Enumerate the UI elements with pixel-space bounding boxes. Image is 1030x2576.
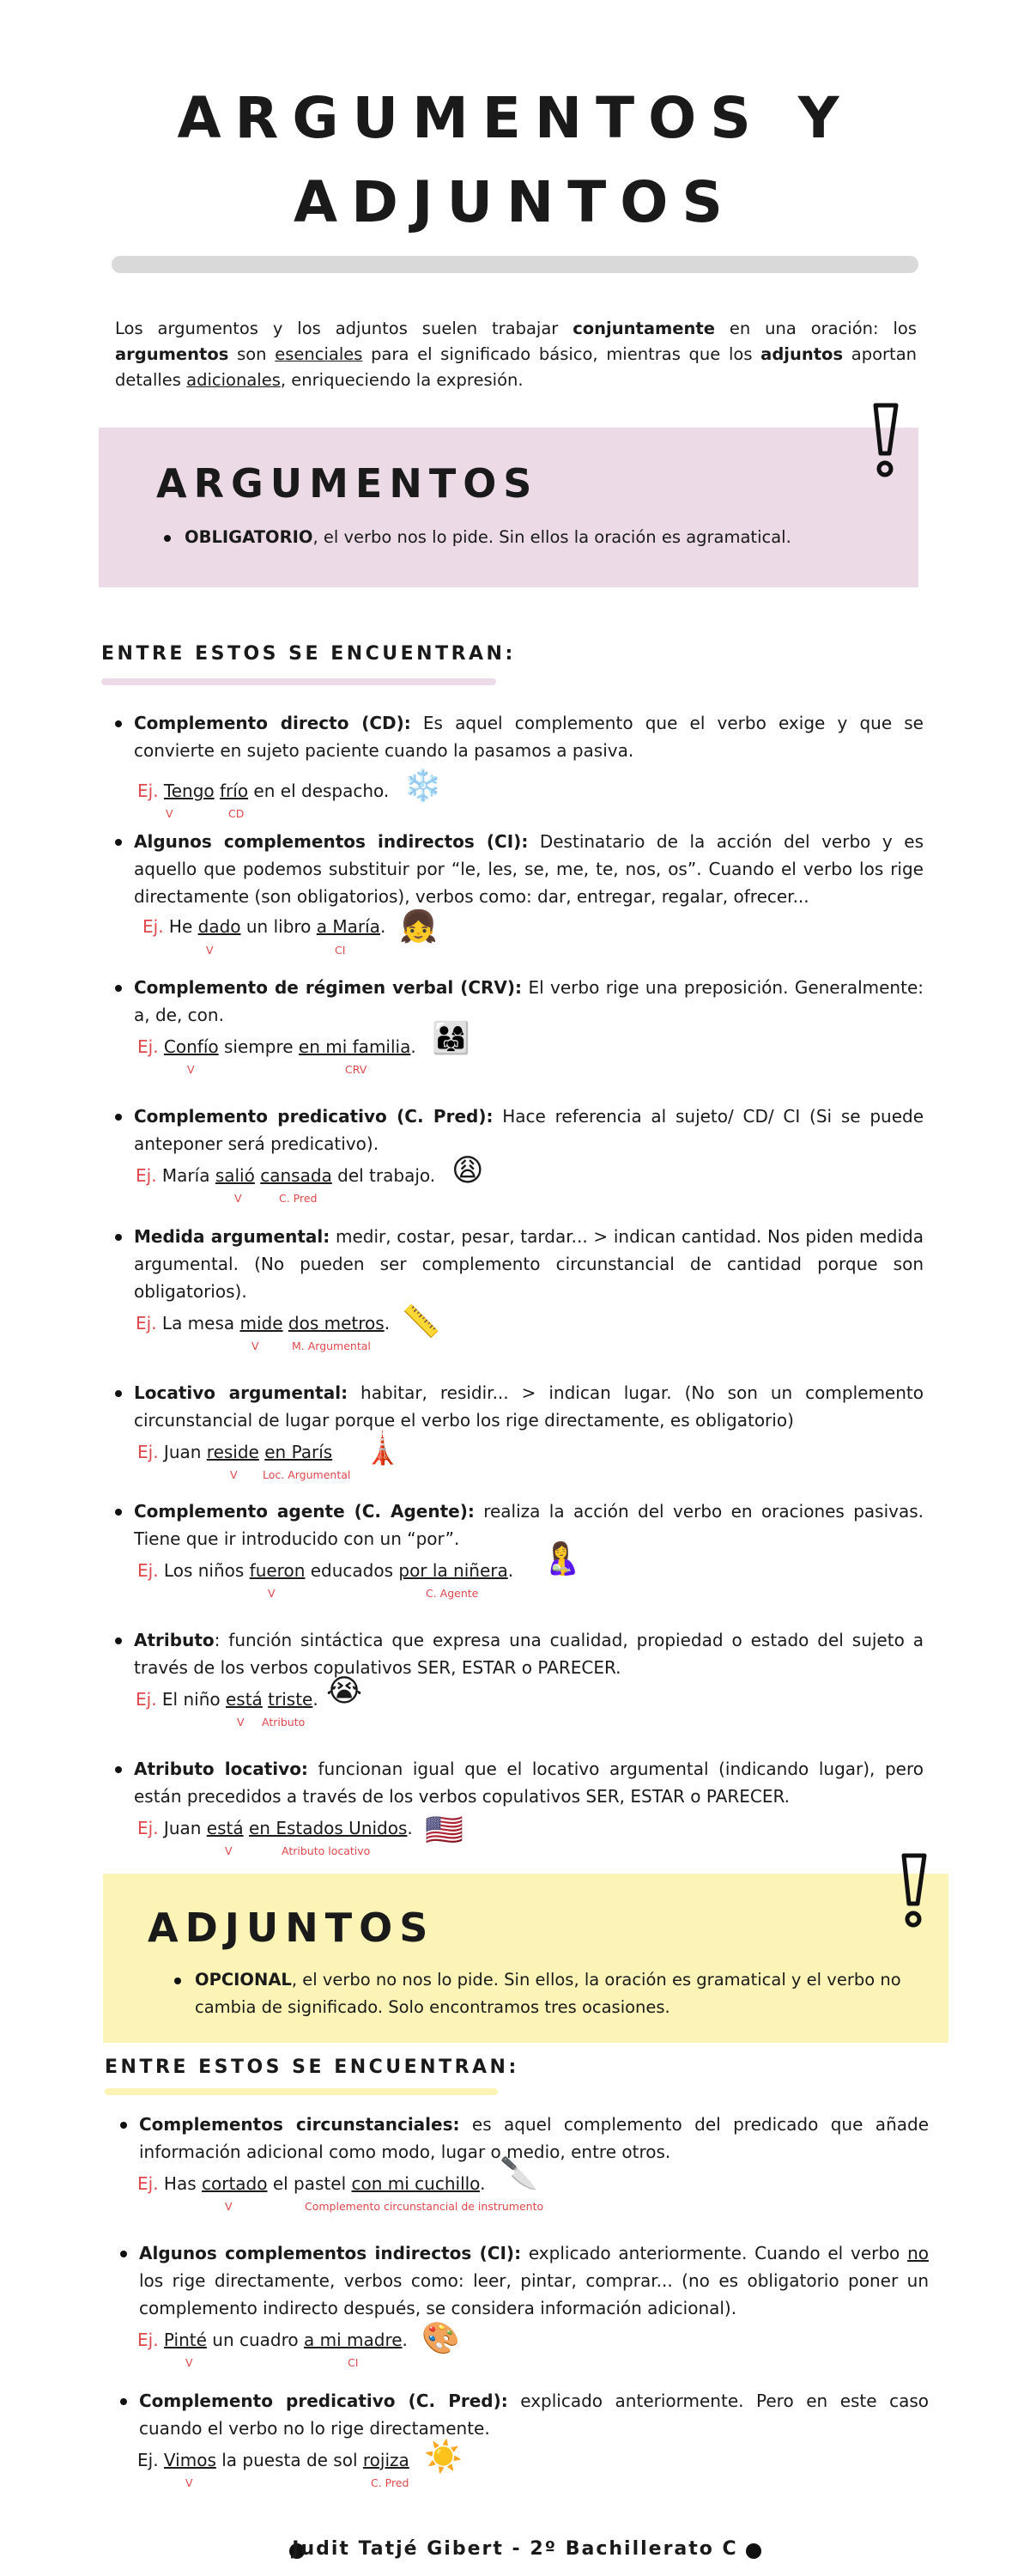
flag-icon: 🇺🇸 bbox=[425, 1813, 464, 1848]
list-item bbox=[134, 1103, 924, 1157]
bullet-dot bbox=[115, 1766, 122, 1773]
example-complement: en mi familia bbox=[298, 1036, 411, 1057]
argumentos-definition: OBLIGATORIO, el verbo nos lo pide. Sin ellos la oración es agramatical. bbox=[185, 524, 897, 551]
example-marker: Ej. bbox=[137, 2330, 159, 2350]
example-complement: rojiza bbox=[362, 2450, 409, 2470]
intro-paragraph: Los argumentos y los adjuntos suelen trabajar conjuntamente en una oración: los argumentos son esenciales para el significado básico, mientras que los adjuntos aportan detalles adicionales, enriqueciendo la expresión. bbox=[115, 319, 917, 390]
bullet-dot bbox=[115, 1509, 122, 1516]
example-complement: en París bbox=[264, 1442, 333, 1462]
example-verb: está bbox=[206, 1818, 244, 1838]
item-description: Es aquel complemento que el verbo exige y que se convierte en sujeto paciente cuando la pasamos a pasiva. bbox=[134, 713, 924, 761]
list-item bbox=[134, 1223, 924, 1305]
item-term: Complemento de régimen verbal (CRV): bbox=[134, 977, 523, 998]
verb-label: V bbox=[206, 944, 214, 957]
example-complement: en Estados Unidos bbox=[248, 1818, 408, 1838]
function-label: C. Pred bbox=[371, 2476, 409, 2489]
verb-label: V bbox=[225, 2200, 233, 2213]
verb-label: V bbox=[187, 1063, 195, 1076]
example-sentence: Ej. La mesa mide dos metros. bbox=[136, 1313, 391, 1334]
sun-icon: ☀️ bbox=[424, 2439, 463, 2475]
bullet-dot bbox=[120, 2398, 127, 2405]
example-marker: Ej. bbox=[137, 2450, 159, 2470]
item-term: Algunos complementos indirectos (CI): bbox=[134, 831, 529, 852]
page-title-line2: ADJUNTOS bbox=[294, 169, 736, 235]
item-term: Complemento predicativo (C. Pred): bbox=[139, 2391, 508, 2411]
example-sentence: Ej. Confío siempre en mi familia. bbox=[137, 1036, 416, 1057]
example-marker: Ej. bbox=[137, 1818, 159, 1838]
footer-dot bbox=[746, 2543, 761, 2559]
verb-label: V bbox=[225, 1844, 233, 1857]
function-label: CD bbox=[228, 807, 245, 820]
knife-icon: 🔪 bbox=[500, 2156, 538, 2191]
item-term: Complemento predicativo (C. Pred): bbox=[134, 1106, 494, 1127]
girl-icon: 👧 bbox=[399, 909, 438, 945]
list-item bbox=[134, 1498, 924, 1552]
eiffel-icon: 🗼 bbox=[363, 1431, 402, 1467]
verb-label: V bbox=[185, 2356, 193, 2369]
example-sentence: Ej. Los niños fueron educados por la niñera. bbox=[137, 1560, 514, 1581]
item-description: El verbo rige una preposición. Generalmente: a, de, con. bbox=[134, 977, 924, 1025]
palette-icon: 🎨 bbox=[421, 2321, 460, 2356]
example-complement: por la niñera bbox=[398, 1560, 508, 1581]
example-verb: Vimos bbox=[163, 2450, 216, 2470]
example-verb: Confío bbox=[163, 1036, 219, 1057]
item-term: Atributo locativo: bbox=[134, 1759, 308, 1779]
heading-underline bbox=[105, 2088, 498, 2095]
bullet-dot bbox=[115, 839, 122, 846]
function-label: CRV bbox=[345, 1063, 367, 1076]
example-verb: fueron bbox=[249, 1560, 306, 1581]
verb-label: V bbox=[185, 2476, 193, 2489]
example-complement: a María bbox=[316, 916, 380, 937]
bullet-dot bbox=[115, 985, 122, 992]
example-verb: está bbox=[225, 1689, 263, 1710]
item-term: Complemento agente (C. Agente): bbox=[134, 1501, 475, 1522]
list-item bbox=[139, 2239, 929, 2322]
example-sentence: Ej. Pinté un cuadro a mi madre. bbox=[137, 2330, 408, 2350]
list-item bbox=[134, 828, 924, 910]
adjuntos-definition: OPCIONAL, el verbo no nos lo pide. Sin ellos, la oración es gramatical y el verbo no cambia de significado. Solo encontramos tres ocasiones. bbox=[195, 1966, 916, 2021]
example-complement: con mi cuchillo bbox=[351, 2173, 481, 2194]
example-sentence: Ej. El niño está triste. bbox=[136, 1689, 318, 1710]
bullet-dot bbox=[120, 2251, 127, 2257]
item-term: Locativo argumental: bbox=[134, 1382, 348, 1403]
example-marker: Ej. bbox=[137, 1036, 159, 1057]
item-description: explicado anteriormente. Pero en este caso cuando el verbo no lo rige directamente. bbox=[139, 2391, 929, 2439]
example-marker: Ej. bbox=[137, 781, 159, 801]
item-description: realiza la acción del verbo en oraciones pasivas. Tiene que ir introducido con un “por”. bbox=[134, 1501, 924, 1549]
item-description: : función sintáctica que expresa una cualidad, propiedad o estado del sujeto a través de los verbos copulativos SER, ESTAR o PARECER. bbox=[134, 1630, 924, 1678]
example-complement: frío bbox=[220, 781, 249, 801]
example-verb: dado bbox=[197, 916, 241, 937]
item-term: Atributo bbox=[134, 1630, 215, 1650]
adjuntos-title: ADJUNTOS bbox=[148, 1905, 435, 1951]
example-marker: Ej. bbox=[137, 1560, 159, 1581]
bullet-dot bbox=[115, 1637, 122, 1644]
example-marker: Ej. bbox=[137, 1442, 159, 1462]
item-description: Hace referencia al sujeto/ CD/ CI (Si se puede anteponer será predicativo). bbox=[134, 1106, 924, 1154]
verb-label: V bbox=[268, 1587, 276, 1600]
function-label: C. Agente bbox=[426, 1587, 479, 1600]
tired-icon: 😩 bbox=[451, 1153, 484, 1188]
ruler-icon: 📏 bbox=[402, 1304, 440, 1340]
item-term: Complemento directo (CD): bbox=[134, 713, 411, 733]
item-description: medir, costar, pesar, tardar... > indican cantidad. Nos piden medida argumental. (No pueden ser complemento circunstancial de cantidad porque son obligatorios). bbox=[134, 1226, 924, 1302]
function-label: Atributo locativo bbox=[282, 1844, 371, 1857]
example-sentence: Ej. Has cortado el pastel con mi cuchillo. bbox=[137, 2173, 486, 2194]
function-label: Complemento circunstancial de instrumento bbox=[305, 2200, 544, 2213]
example-complement: triste bbox=[268, 1689, 313, 1710]
function-label: Atributo bbox=[262, 1716, 306, 1728]
example-verb: Pinté bbox=[163, 2330, 207, 2350]
snowflake-icon: ❄️ bbox=[403, 769, 442, 804]
function-label: CI bbox=[335, 944, 346, 957]
item-description: explicado anteriormente. Cuando el verbo bbox=[521, 2243, 908, 2263]
list-item bbox=[134, 1379, 924, 1434]
verb-label: V bbox=[230, 1468, 238, 1481]
title-divider bbox=[112, 256, 918, 273]
function-label: CI bbox=[348, 2356, 359, 2369]
example-sentence: Ej. Juan reside en París bbox=[137, 1442, 333, 1462]
argumentos-title: ARGUMENTOS bbox=[156, 460, 539, 507]
adjuntos-box bbox=[103, 1874, 948, 2043]
bullet-dot bbox=[115, 1390, 122, 1397]
verb-label: V bbox=[237, 1716, 245, 1728]
bullet-dot bbox=[120, 2122, 127, 2129]
item-description-underlined: no bbox=[907, 2243, 929, 2263]
example-marker: Ej. bbox=[137, 2173, 159, 2194]
page-title-line1: ARGUMENTOS Y bbox=[177, 85, 853, 151]
example-complement: dos metros bbox=[288, 1313, 385, 1334]
example-marker: Ej. bbox=[136, 1313, 157, 1334]
heading-underline bbox=[101, 678, 496, 685]
exclamation-icon bbox=[869, 402, 903, 479]
example-sentence: Ej. Vimos la puesta de sol rojiza bbox=[137, 2450, 409, 2470]
item-term: Complementos circunstanciales: bbox=[139, 2114, 460, 2135]
item-description: Destinatario de la acción del verbo y es aquello que podemos substituir por “le, les, se, me, te, nos, os”. Cuando el verbo los rige directamente (son obligatorios), verbos como: dar, entregar, regalar, ofrecer... bbox=[134, 831, 924, 907]
example-complement: a mi madre bbox=[304, 2330, 403, 2350]
verb-label: V bbox=[234, 1192, 242, 1205]
crying-icon: 😭 bbox=[326, 1674, 363, 1709]
function-label: M. Argumental bbox=[292, 1340, 371, 1352]
exclamation-icon bbox=[897, 1852, 931, 1929]
footer-credit: Judit Tatjé Gibert - 2º Bachillerato C bbox=[292, 2538, 738, 2560]
example-marker: Ej. bbox=[142, 916, 164, 937]
list-item bbox=[134, 974, 924, 1029]
argumentos-box bbox=[99, 428, 918, 587]
example-marker: Ej. bbox=[136, 1689, 157, 1710]
example-sentence: Ej. María salió cansada del trabajo. bbox=[136, 1165, 436, 1186]
adjuntos-section-heading: ENTRE ESTOS SE ENCUENTRAN: bbox=[105, 2057, 519, 2078]
example-verb: reside bbox=[206, 1442, 259, 1462]
bullet-dot bbox=[115, 1114, 122, 1121]
list-item bbox=[134, 1626, 924, 1681]
example-sentence: Ej. Juan está en Estados Unidos. bbox=[137, 1818, 413, 1838]
item-description: funcionan igual que el locativo argumental (indicando lugar), pero están precedidos a través de los verbos copulativos SER, ESTAR o PARECER. bbox=[134, 1759, 924, 1807]
argumentos-section-heading: ENTRE ESTOS SE ENCUENTRAN: bbox=[101, 643, 516, 665]
bullet-dot bbox=[115, 720, 122, 727]
bullet-dot bbox=[115, 1234, 122, 1241]
list-item bbox=[139, 2387, 929, 2442]
function-label: C. Pred bbox=[279, 1192, 318, 1205]
example-sentence: Ej. He dado un libro a María. bbox=[142, 916, 386, 937]
verb-label: V bbox=[251, 1340, 259, 1352]
list-item bbox=[134, 1755, 924, 1810]
nanny-icon: 🤱 bbox=[542, 1541, 581, 1577]
example-verb: cortado bbox=[202, 2173, 268, 2194]
item-description: los rige directamente, verbos como: leer, pintar, comprar... (no es obligatorio poner un complemento indirecto después, se considera información adicional). bbox=[139, 2270, 929, 2318]
family-icon: 👨‍👩‍👧 bbox=[432, 1021, 470, 1056]
list-item bbox=[134, 709, 924, 764]
item-description: es aquel complemento del predicado que añade información adicional como modo, lugar o medio, entre otros. bbox=[139, 2114, 929, 2162]
function-label: Loc. Argumental bbox=[263, 1468, 351, 1481]
example-verb: Tengo bbox=[163, 781, 215, 801]
example-complement: cansada bbox=[260, 1165, 332, 1186]
item-term: Medida argumental: bbox=[134, 1226, 330, 1247]
verb-label: V bbox=[166, 807, 173, 820]
example-sentence: Ej. Tengo frío en el despacho. bbox=[137, 781, 390, 801]
example-verb: salió bbox=[215, 1165, 255, 1186]
example-verb: mide bbox=[239, 1313, 283, 1334]
item-description: habitar, residir... > indican lugar. (No son un complemento circunstancial de lugar porque el verbo los rige directamente, es obligatorio) bbox=[134, 1382, 924, 1431]
example-marker: Ej. bbox=[136, 1165, 157, 1186]
item-term: Algunos complementos indirectos (CI): bbox=[139, 2243, 522, 2263]
